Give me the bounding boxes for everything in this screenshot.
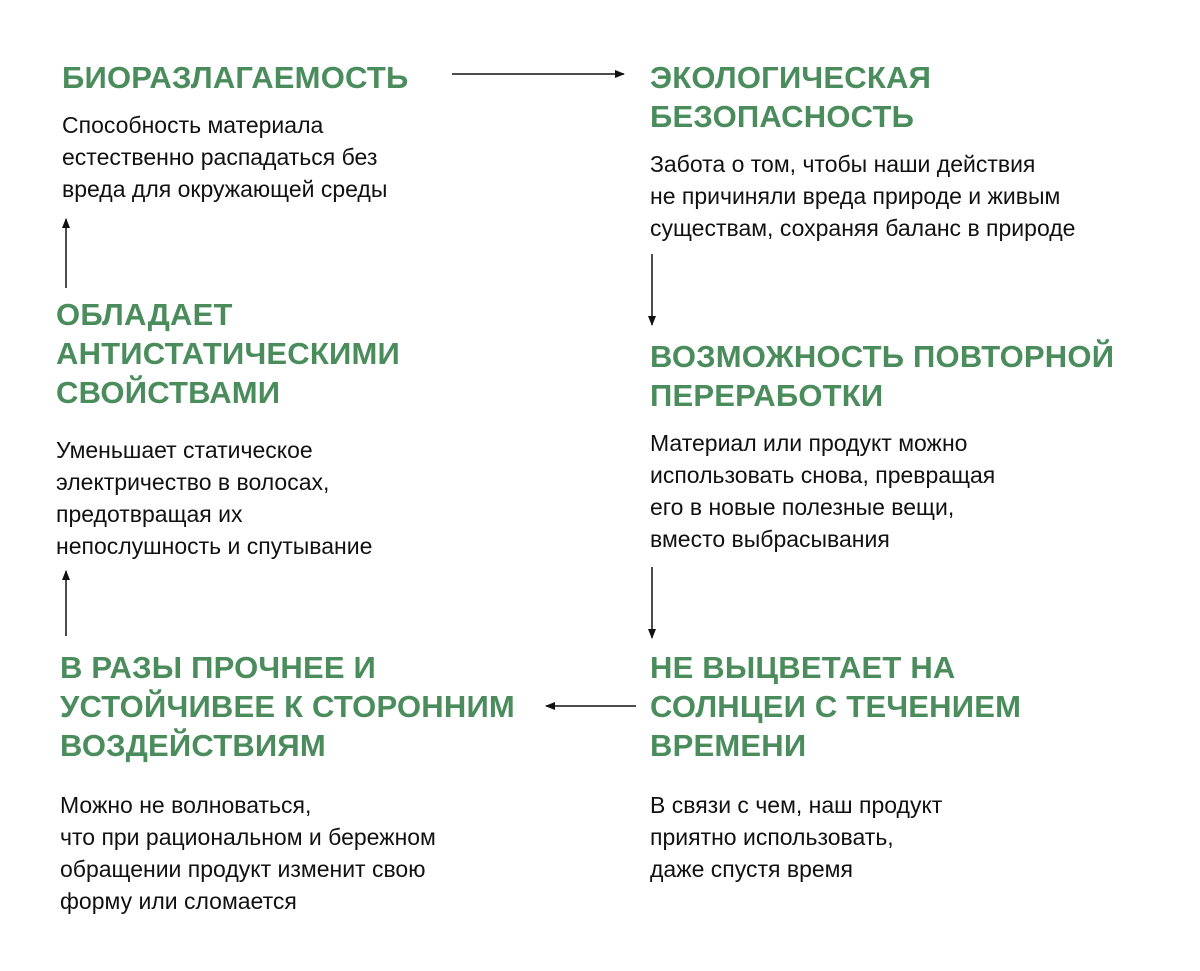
node-title: ОБЛАДАЕТ АНТИСТАТИЧЕСКИМИ СВОЙСТВАМИ [56, 297, 401, 410]
node-title: ЭКОЛОГИЧЕСКАЯ БЕЗОПАСНОСТЬ [650, 60, 932, 134]
node-description: Забота о том, чтобы наши действия не причиняли вреда природе и живым существам, сохраняя баланс в природе [650, 151, 1076, 241]
node-description: Уменьшает статическое электричество в волосах, предотвращая их непослушность и спутывание [56, 437, 373, 559]
node-description: Способность материала естественно распадаться без вреда для окружающей среды [62, 112, 388, 202]
node-description: В связи с чем, наш продукт приятно использовать, даже спустя время [650, 792, 943, 882]
node-title: В РАЗЫ ПРОЧНЕЕ И УСТОЙЧИВЕЕ К СТОРОННИМ ВОЗДЕЙСТВИЯМ [60, 650, 515, 763]
node-title: НЕ ВЫЦВЕТАЕТ НА СОЛНЦЕИ С ТЕЧЕНИЕМ ВРЕМЕНИ [650, 650, 1022, 763]
node-description: Можно не волноваться, что при рациональном и бережном обращении продукт изменит свою форму или сломается [60, 792, 436, 914]
node-title: БИОРАЗЛАГАЕМОСТЬ [62, 60, 409, 95]
node-description: Материал или продукт можно использовать снова, превращая его в новые полезные вещи, вместо выбрасывания [650, 430, 996, 552]
node-title: ВОЗМОЖНОСТЬ ПОВТОРНОЙ ПЕРЕРАБОТКИ [650, 339, 1115, 413]
